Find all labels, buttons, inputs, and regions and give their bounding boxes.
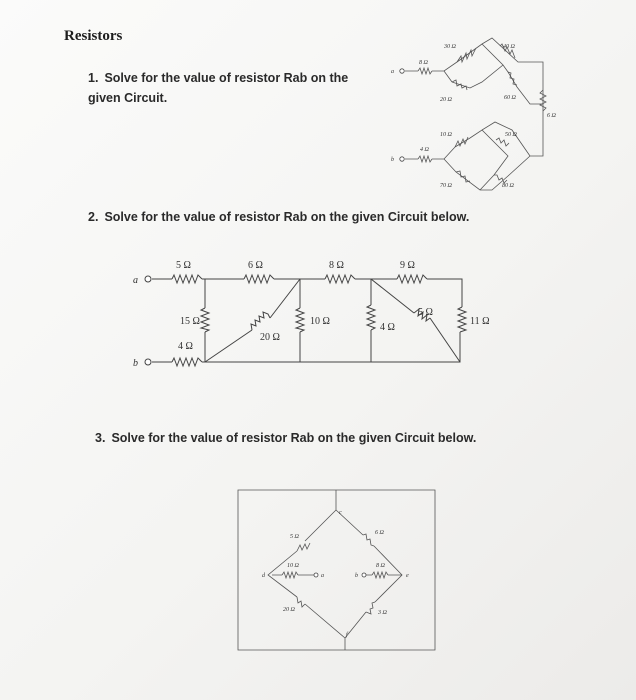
circuit-2-label-a: a — [133, 275, 138, 286]
question-3-number: 3. — [95, 431, 106, 445]
circuit-2-label-15: 15 Ω — [180, 316, 200, 327]
circuit-3-terminal-b — [362, 573, 366, 577]
circuit-2-label-4b: 4 Ω — [178, 341, 193, 352]
circuit-3-label-20: 20 Ω — [283, 607, 295, 613]
circuit-2-label-5: 5 Ω — [176, 260, 191, 271]
circuit-3-resistor-10 — [282, 572, 298, 578]
circuit-1-label-30: 30 Ω — [444, 44, 456, 50]
circuit-3-label-6: 6 Ω — [375, 530, 384, 536]
circuit-1-label-50: 50 Ω — [505, 132, 517, 138]
page-title: Resistors — [64, 28, 123, 44]
question-2-number: 2. — [88, 210, 99, 224]
circuit-2-label-8: 8 Ω — [329, 260, 344, 271]
circuit-3-label-e: e — [406, 573, 409, 579]
question-1-text: Solve for the value of resistor Rab on the given Circuit. — [88, 71, 349, 105]
circuit-1-label-60: 60 Ω — [504, 95, 516, 101]
circuit-2-label-6: 6 Ω — [248, 260, 263, 271]
circuit-2-label-b: b — [133, 358, 138, 369]
circuit-2-label-20: 20 Ω — [260, 332, 280, 343]
circuit-2-label-10: 10 Ω — [310, 316, 330, 327]
circuit-2-label-5d: 5 Ω — [418, 307, 433, 318]
circuit-1-label-6: 6 Ω — [547, 113, 556, 119]
circuit-1-label-80: 80 Ω — [502, 183, 514, 189]
circuit-1-label-20: 20 Ω — [440, 97, 452, 103]
circuit-3-resistor-8 — [372, 572, 388, 578]
circuit-3-label-b: b — [355, 573, 358, 579]
circuit-1-label-70: 70 Ω — [440, 183, 452, 189]
circuit-3-label-a: a — [321, 573, 324, 579]
question-2-text: Solve for the value of resistor Rab on the given Circuit below. — [104, 210, 470, 224]
circuit-3-resistor-3 — [366, 602, 375, 614]
circuit-1-label-b: b — [391, 157, 394, 163]
circuit-3-terminal-a — [314, 573, 318, 577]
circuit-1-label-a: a — [391, 69, 394, 75]
question-1-number: 1. — [88, 71, 99, 85]
circuit-2-label-9: 9 Ω — [400, 260, 415, 271]
circuit-3-label-f: f — [346, 632, 348, 638]
circuit-3-label-8: 8 Ω — [376, 563, 385, 569]
circuit-1-label-8: 8 Ω — [419, 60, 428, 66]
circuit-1-label-40: 40 Ω — [503, 44, 515, 50]
question-3-text: Solve for the value of resistor Rab on the given Circuit below. — [111, 431, 477, 445]
circuit-3-label-10: 10 Ω — [287, 563, 299, 569]
circuit-3-wire — [238, 490, 435, 650]
circuit-3-label-3: 3 Ω — [378, 610, 387, 616]
circuit-3-resistor-5 — [297, 543, 310, 551]
circuit-3-label-5: 5 Ω — [290, 534, 299, 540]
circuit-3-resistor-20 — [297, 597, 305, 607]
circuit-1-label-10: 10 Ω — [440, 132, 452, 138]
circuit-2-label-4v: 4 Ω — [380, 322, 395, 333]
circuit-2-label-11: 11 Ω — [470, 316, 490, 327]
circuit-3-label-c: c — [339, 510, 342, 516]
circuit-1-label-4: 4 Ω — [420, 147, 429, 153]
circuit-3-resistor-6 — [363, 534, 374, 546]
circuit-3-label-d: d — [262, 573, 265, 579]
